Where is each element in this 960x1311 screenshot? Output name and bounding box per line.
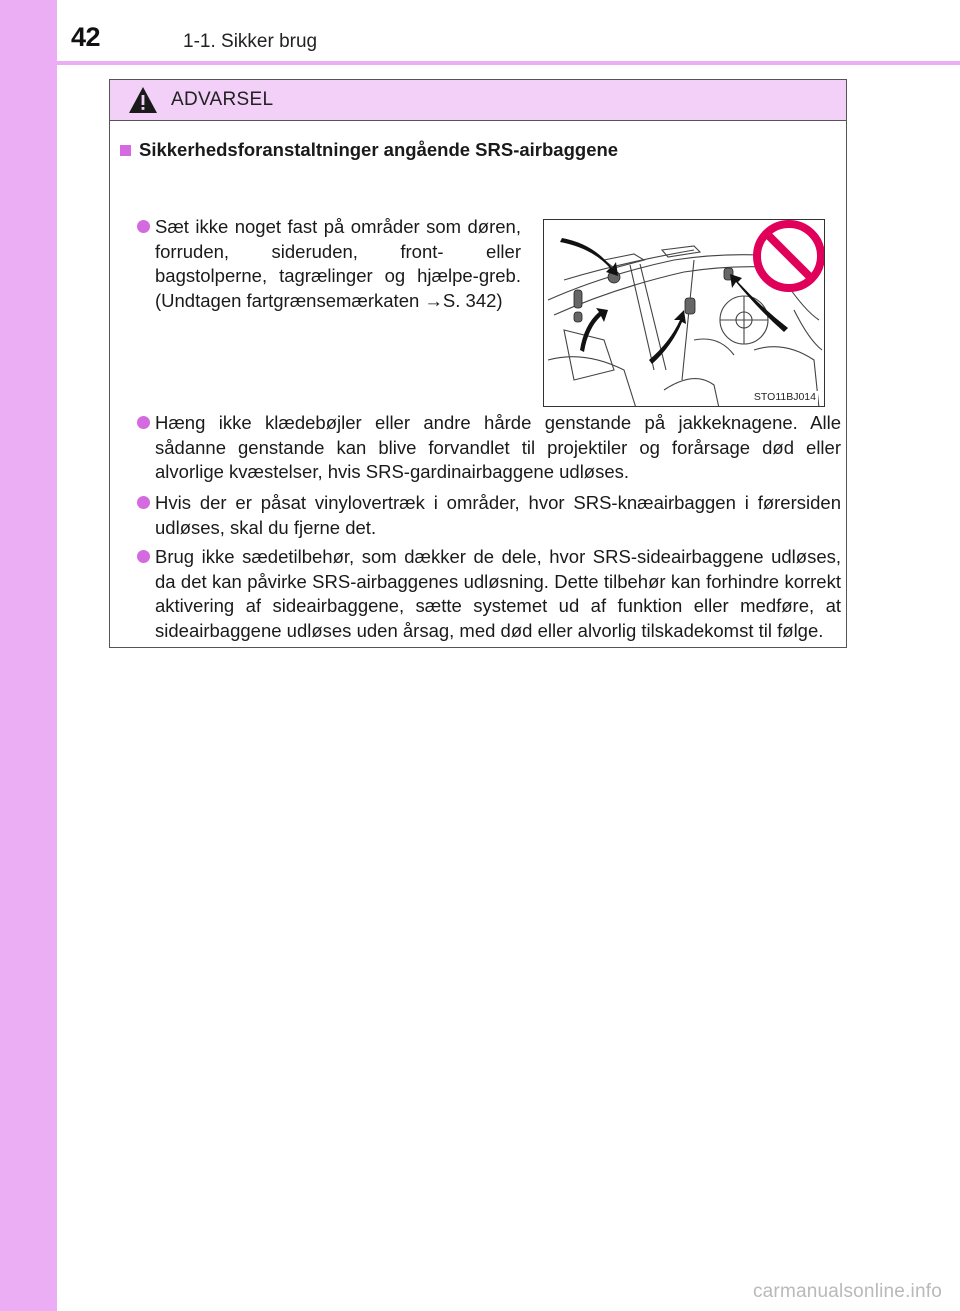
figure-id: STO11BJ014: [753, 391, 816, 403]
watermark: carmanualsonline.info: [752, 1281, 942, 1302]
bullet-dot-icon: [137, 496, 150, 509]
warning-heading: [114, 139, 618, 161]
warning-box: [109, 79, 847, 648]
square-bullet-icon: [120, 145, 131, 156]
car-interior-illustration: [544, 220, 825, 407]
airbag-illustration: [543, 219, 825, 407]
section-title: 1-1. Sikker brug: [183, 31, 318, 52]
warning-triangle-icon: [128, 86, 158, 114]
list-item: [155, 215, 521, 313]
list-item: [155, 545, 841, 643]
warning-header: [110, 80, 846, 121]
warning-heading-text: Sikkerhedsforanstaltninger angående SRS-airbaggene: [139, 139, 619, 160]
list-item-text: Brug ikke sædetilbehør, som dækker de dele, hvor SRS-sideairbaggene udløses, da det kan påvirke SRS-airbaggenes udløsning. Dette tilbehør kan forhindre korrekt aktivering af sideairbaggene, sætte systemet ud af funktion eller medføre, at sideairbaggene udløses uden årsag, med død eller alvorlig tilskadekomst til følge.: [155, 546, 841, 641]
list-item-text: Hvis der er påsat vinylovertræk i områder, hvor SRS-knæairbaggen i førersiden udløses, skal du fjerne det.: [155, 492, 841, 538]
list-item: [155, 411, 841, 485]
side-strip: [0, 0, 57, 1311]
prohibition-icon: [757, 224, 821, 288]
bullet-dot-icon: [137, 550, 150, 563]
list-item-text: Hæng ikke klædebøjler eller andre hårde genstande på jakkeknagene. Alle sådanne genstande kan blive forvandlet til projektiler og forårsage død eller alvorlige kvæstelser, hvis SRS-gardinairbaggene udløses.: [155, 412, 841, 482]
page-number: 42: [71, 22, 101, 52]
list-item: [155, 491, 841, 540]
warning-title: ADVARSEL: [171, 89, 274, 110]
bullet-dot-icon: [137, 416, 150, 429]
header-rule: [57, 61, 960, 65]
list-item-text: Sæt ikke noget fast på områder som døren, forruden, sideruden, front- eller bagstolperne, tagrælinger og hjælpe-greb. (Undtagen fartgrænsemærkaten →S. 342): [155, 216, 521, 311]
bullet-dot-icon: [137, 220, 150, 233]
